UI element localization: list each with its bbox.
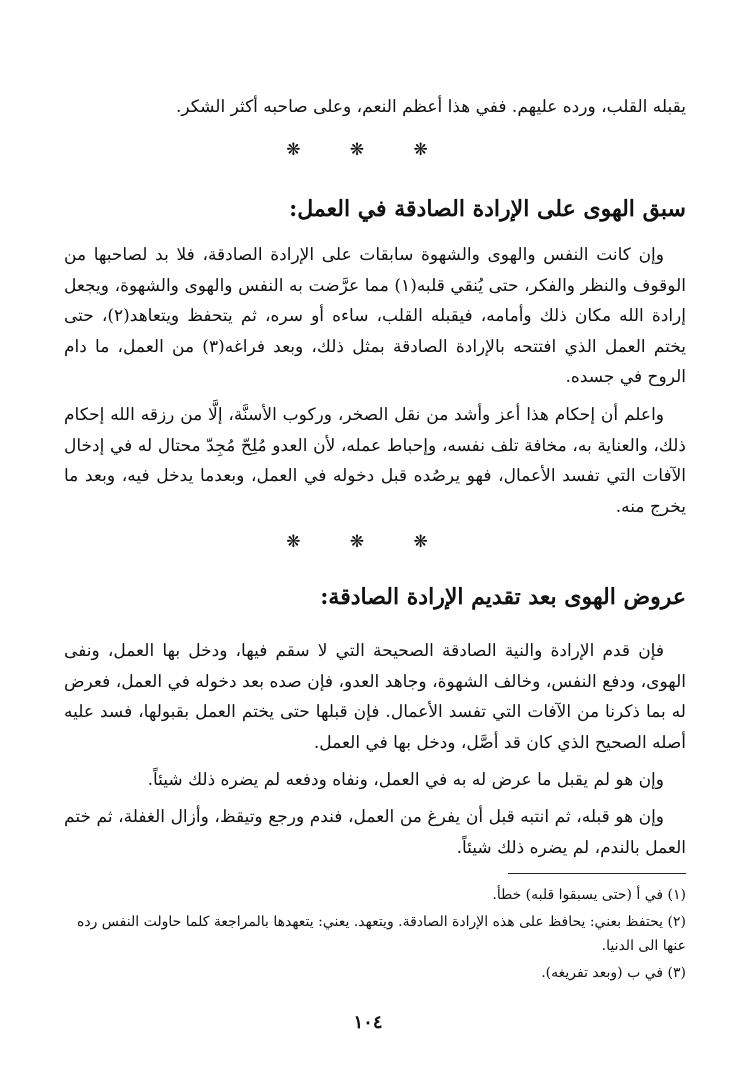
footnote-divider (508, 873, 686, 874)
footnote-3: (٣) في ب (وبعد تفريغه). (541, 965, 686, 981)
paragraph-precedence-1: وإن كانت النفس والهوى والشهوة سابقات على الإرادة الصادقة، فلا بد لصاحبها من الوقوف والنظر والفكر، حتى يُنقي قلبه(١) مما عرَّضت به النفس والهوى والشهوة، ويجعل إرادة الله مكان ذلك وأمامه، فيقبله القلب، ساءه أو سره، ثم يتحفظ ويتعاهد(٢)، حتى يختم العمل الذي افتتحه بالإرادة الصادقة بمثل ذلك، وبعد فراغه(٣) من العمل، ما دام الروح في جسده. (64, 245, 686, 387)
footnote-2: (٢) يحتفظ بعني: يحافظ على هذه الإرادة الصادقة. ويتعهد. يعني: يتعهدها بالمراجعة كلما حاولت النفس رده عنها الى الدنيا. (77, 914, 686, 954)
page-number: ١٠٤ (353, 1012, 383, 1033)
paragraph-precedence-2: واعلم أن إحكام هذا أعز وأشد من نقل الصخر، وركوب الأسنَّة، إلَّا من رزقه الله إحكام ذلك، والعناية به، مخافة تلف نفسه، وإحباط عمله، لأن العدو مُلِحّ مُجِدّ محتال له في إدخال الآفات التي تفسد الأعمال، فهو يرصُده قبل دخوله في العمل، وبعدما يدخل فيه، وبعد ما يخرج منه. (64, 405, 686, 517)
section-separator: ❋ ❋ ❋ (286, 532, 450, 552)
intro-line: يقبله القلب، ورده عليهم. ففي هذا أعظم النعم، وعلى صاحبه أكثر الشكر. (175, 97, 686, 117)
paragraph-offerings-2: وإن هو لم يقبل ما عرض له به في العمل، ونفاه ودفعه لم يضره ذلك شيئاً. (147, 770, 664, 790)
footnote-1: (١) في أ (حتى يسبقوا قلبه) خطأ. (492, 887, 686, 903)
section-heading-offerings: عروض الهوى بعد تقديم الإرادة الصادقة: (320, 584, 686, 610)
paragraph-offerings-1: فإن قدم الإرادة والنية الصادقة الصحيحة التي لا سقم فيها، ودخل بها العمل، ونفى الهوى، ودفع النفس، وخالف الشهوة، وجاهد العدو، فإن صده بعد دخوله في العمل، فعرض له بما ذكرنا من الآفات التي تفسد الأعمال. فإن قبلها حتى يختم العمل بقبولها، فسد عليه أصله الصحيح الذي كان قد أصَّل، ودخل بها في العمل. (64, 641, 686, 753)
paragraph-offerings-3: وإن هو قبله، ثم انتبه قبل أن يفرغ من العمل، فندم ورجع وتيقظ، وأزال الغفلة، ثم ختم العمل بالندم، لم يضره ذلك شيئاً. (64, 807, 686, 858)
section-separator: ❋ ❋ ❋ (286, 140, 450, 160)
section-heading-precedence: سبق الهوى على الإرادة الصادقة في العمل: (289, 196, 686, 222)
